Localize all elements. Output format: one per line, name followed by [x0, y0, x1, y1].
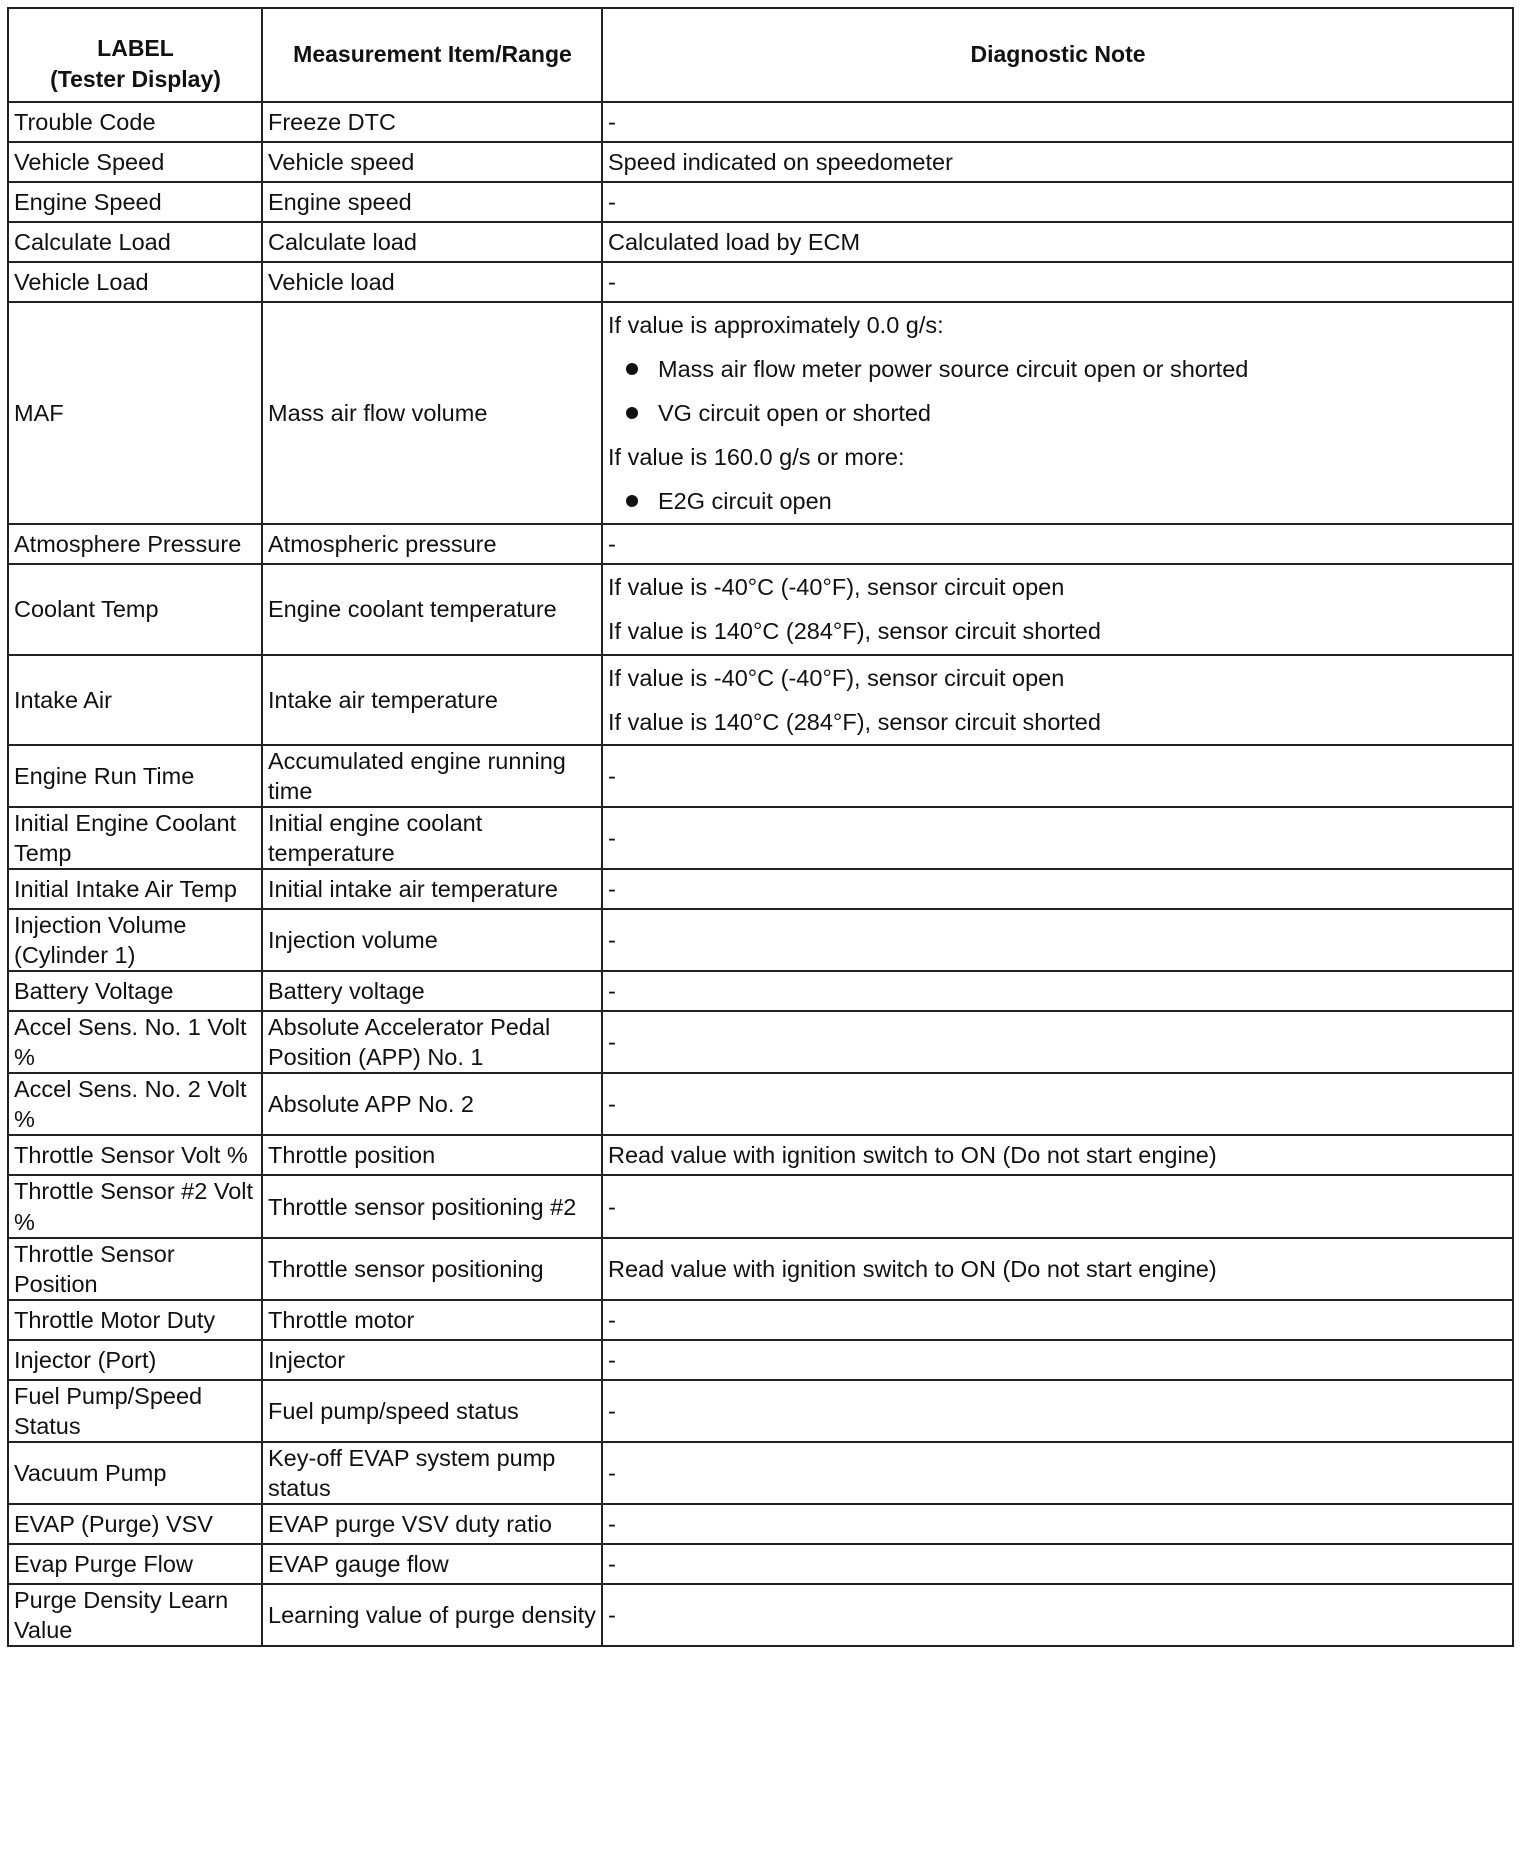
cell-label: Fuel Pump/Speed Status	[8, 1380, 262, 1442]
cell-measurement-item: Learning value of purge density	[262, 1584, 602, 1646]
table-row	[8, 1504, 1513, 1544]
cell-label: Vehicle Speed	[8, 142, 262, 182]
cell-label: Accel Sens. No. 1 Volt %	[8, 1011, 262, 1073]
cell-label: Purge Density Learn Value	[8, 1584, 262, 1646]
table-row	[8, 142, 1513, 182]
cell-diagnostic-note: Read value with ignition switch to ON (Do not start engine)	[602, 1135, 1513, 1175]
cell-measurement-item: Battery voltage	[262, 971, 602, 1011]
cell-label: Injection Volume (Cylinder 1)	[8, 909, 262, 971]
cell-measurement-item: Initial engine coolant temperature	[262, 807, 602, 869]
cell-diagnostic-note: Calculated load by ECM	[602, 222, 1513, 262]
table-row	[8, 655, 1513, 745]
cell-label: Initial Engine Coolant Temp	[8, 807, 262, 869]
table-row	[8, 262, 1513, 302]
cell-measurement-item: Throttle position	[262, 1135, 602, 1175]
table-row	[8, 1380, 1513, 1442]
note-line: If value is 160.0 g/s or more:	[608, 444, 905, 471]
cell-diagnostic-note	[602, 302, 1513, 524]
note-line: If value is 140°C (284°F), sensor circuit shorted	[608, 618, 1101, 645]
cell-measurement-item: EVAP gauge flow	[262, 1544, 602, 1584]
cell-label: Accel Sens. No. 2 Volt %	[8, 1073, 262, 1135]
cell-label: Engine Run Time	[8, 745, 262, 807]
cell-diagnostic-note: -	[602, 1380, 1513, 1442]
cell-diagnostic-note: Read value with ignition switch to ON (Do not start engine)	[602, 1238, 1513, 1300]
cell-diagnostic-note: -	[602, 1442, 1513, 1504]
table-row	[8, 182, 1513, 222]
note-bullet-item	[608, 347, 1508, 391]
cell-diagnostic-note: -	[602, 909, 1513, 971]
table-row	[8, 222, 1513, 262]
cell-diagnostic-note: -	[602, 807, 1513, 869]
cell-measurement-item: Atmospheric pressure	[262, 524, 602, 564]
note-bullet-text: Mass air flow meter power source circuit open or shorted	[658, 356, 1249, 383]
cell-measurement-item: Accumulated engine running time	[262, 745, 602, 807]
cell-label: Vacuum Pump	[8, 1442, 262, 1504]
cell-label: Calculate Load	[8, 222, 262, 262]
cell-measurement-item: Vehicle speed	[262, 142, 602, 182]
cell-diagnostic-note: -	[602, 1544, 1513, 1584]
cell-label: Battery Voltage	[8, 971, 262, 1011]
table-row	[8, 1011, 1513, 1073]
table-row	[8, 1544, 1513, 1584]
cell-measurement-item: Initial intake air temperature	[262, 869, 602, 909]
cell-measurement-item: Engine coolant temperature	[262, 564, 602, 654]
cell-diagnostic-note: -	[602, 102, 1513, 142]
cell-diagnostic-note: -	[602, 262, 1513, 302]
cell-measurement-item: Absolute Accelerator Pedal Position (APP) No. 1	[262, 1011, 602, 1073]
cell-label: Injector (Port)	[8, 1340, 262, 1380]
cell-label: Trouble Code	[8, 102, 262, 142]
table-row	[8, 1442, 1513, 1504]
cell-measurement-item: EVAP purge VSV duty ratio	[262, 1504, 602, 1544]
note-line: If value is -40°C (-40°F), sensor circuit open	[608, 664, 1065, 691]
cell-measurement-item: Engine speed	[262, 182, 602, 222]
table-row	[8, 302, 1513, 524]
table-row	[8, 909, 1513, 971]
cell-diagnostic-note: -	[602, 1300, 1513, 1340]
table-row	[8, 1340, 1513, 1380]
table-row	[8, 1584, 1513, 1646]
cell-measurement-item: Calculate load	[262, 222, 602, 262]
cell-diagnostic-note: -	[602, 745, 1513, 807]
cell-diagnostic-note: -	[602, 524, 1513, 564]
table-body	[8, 102, 1513, 1646]
cell-diagnostic-note: -	[602, 1504, 1513, 1544]
cell-measurement-item: Throttle sensor positioning	[262, 1238, 602, 1300]
cell-diagnostic-note	[602, 655, 1513, 745]
table-row	[8, 1238, 1513, 1300]
cell-diagnostic-note: -	[602, 1340, 1513, 1380]
note-bullet-item	[608, 391, 1508, 435]
cell-diagnostic-note: -	[602, 1011, 1513, 1073]
cell-measurement-item: Injector	[262, 1340, 602, 1380]
cell-label: Engine Speed	[8, 182, 262, 222]
table-row	[8, 1073, 1513, 1135]
note-line: If value is -40°C (-40°F), sensor circuit open	[608, 574, 1065, 601]
cell-label: Evap Purge Flow	[8, 1544, 262, 1584]
cell-label: Throttle Sensor Volt %	[8, 1135, 262, 1175]
note-bullet-item	[608, 479, 1508, 523]
table-row	[8, 971, 1513, 1011]
table-header-row	[8, 8, 1513, 102]
cell-label: Coolant Temp	[8, 564, 262, 654]
cell-label: Throttle Sensor #2 Volt %	[8, 1175, 262, 1237]
table-row	[8, 1300, 1513, 1340]
cell-diagnostic-note: -	[602, 1073, 1513, 1135]
note-bullet-text: E2G circuit open	[658, 488, 832, 515]
note-bullet-text: VG circuit open or shorted	[658, 400, 931, 427]
cell-label: Throttle Sensor Position	[8, 1238, 262, 1300]
cell-label: MAF	[8, 302, 262, 524]
header-diagnostic-note: Diagnostic Note	[602, 8, 1513, 102]
cell-measurement-item: Vehicle load	[262, 262, 602, 302]
table-row	[8, 102, 1513, 142]
data-list-table	[7, 7, 1514, 1647]
cell-measurement-item: Mass air flow volume	[262, 302, 602, 524]
note-line: If value is approximately 0.0 g/s:	[608, 312, 944, 338]
cell-measurement-item: Key-off EVAP system pump status	[262, 1442, 602, 1504]
note-line: If value is 140°C (284°F), sensor circuit shorted	[608, 708, 1101, 735]
cell-label: Atmosphere Pressure	[8, 524, 262, 564]
cell-label: Throttle Motor Duty	[8, 1300, 262, 1340]
header-measurement: Measurement Item/Range	[262, 8, 602, 102]
cell-diagnostic-note: Speed indicated on speedometer	[602, 142, 1513, 182]
cell-measurement-item: Injection volume	[262, 909, 602, 971]
table-row	[8, 564, 1513, 654]
table-row	[8, 524, 1513, 564]
cell-diagnostic-note	[602, 564, 1513, 654]
cell-diagnostic-note: -	[602, 1175, 1513, 1237]
cell-measurement-item: Fuel pump/speed status	[262, 1380, 602, 1442]
cell-measurement-item: Throttle sensor positioning #2	[262, 1175, 602, 1237]
cell-measurement-item: Freeze DTC	[262, 102, 602, 142]
cell-measurement-item: Intake air temperature	[262, 655, 602, 745]
cell-measurement-item: Absolute APP No. 2	[262, 1073, 602, 1135]
cell-diagnostic-note: -	[602, 869, 1513, 909]
table-row	[8, 1135, 1513, 1175]
cell-diagnostic-note: -	[602, 182, 1513, 222]
table-row	[8, 745, 1513, 807]
table-row	[8, 1175, 1513, 1237]
cell-label: EVAP (Purge) VSV	[8, 1504, 262, 1544]
table-row	[8, 869, 1513, 909]
cell-label: Vehicle Load	[8, 262, 262, 302]
cell-measurement-item: Throttle motor	[262, 1300, 602, 1340]
header-label: LABEL (Tester Display)	[8, 8, 262, 102]
table-row	[8, 807, 1513, 869]
cell-label: Initial Intake Air Temp	[8, 869, 262, 909]
cell-diagnostic-note: -	[602, 971, 1513, 1011]
cell-diagnostic-note: -	[602, 1584, 1513, 1646]
cell-label: Intake Air	[8, 655, 262, 745]
